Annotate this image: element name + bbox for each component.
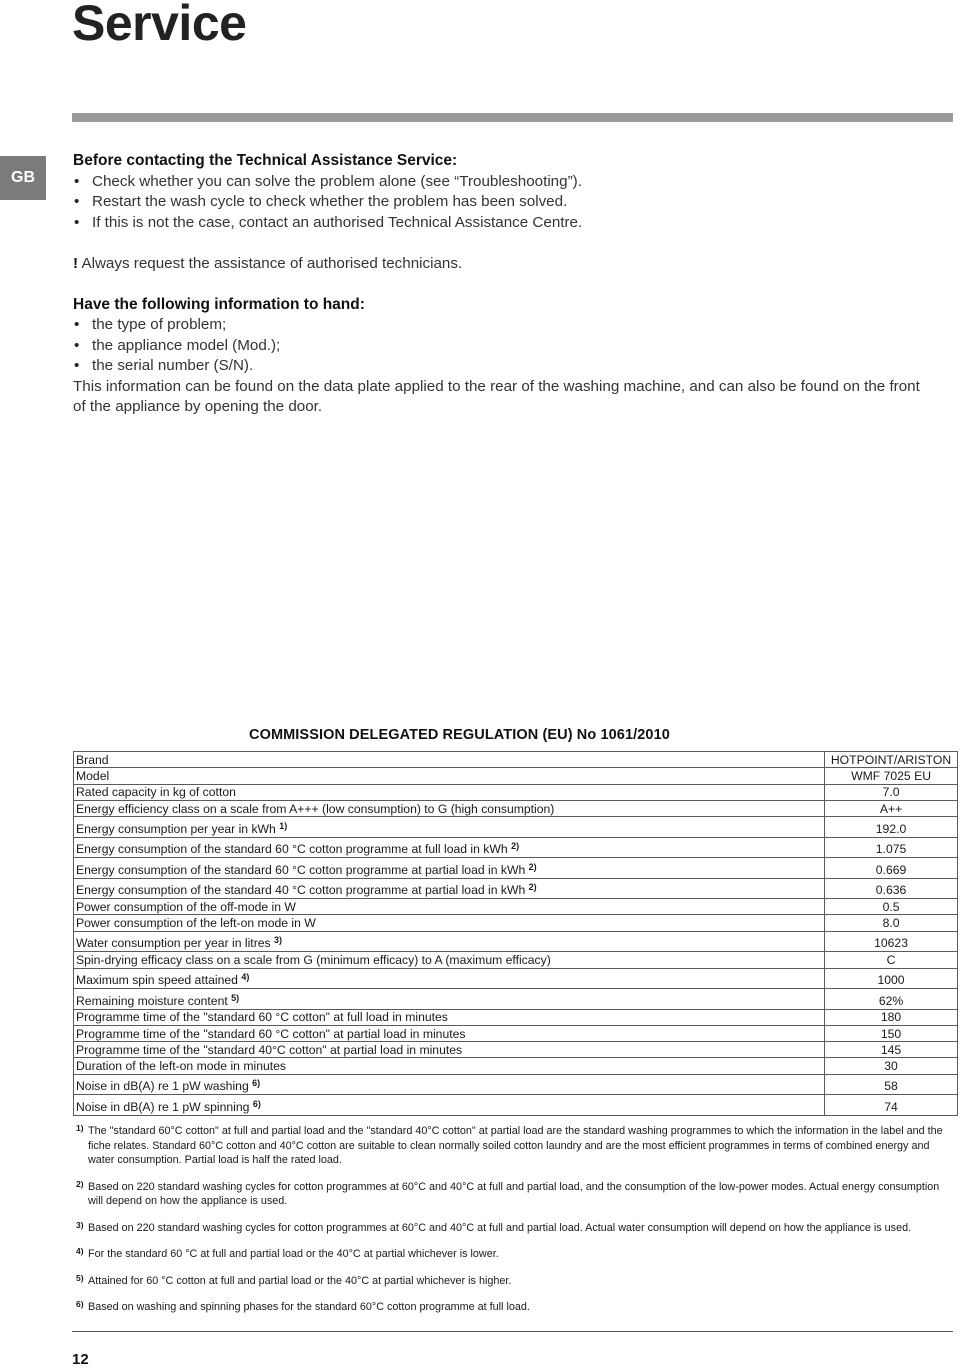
footnote-mark: 5) — [76, 1272, 84, 1283]
footnote-text: Based on 220 standard washing cycles for cotton programmes at 60°C and 40°C at full and partial load, and the consumption of the low-power modes. Actual energy consumption will depend on how the appliance is used. — [88, 1180, 940, 1207]
table-row — [74, 931, 958, 952]
table-row — [74, 1042, 958, 1058]
row-label: Power consumption of the left-on mode in W — [74, 915, 825, 931]
table-row — [74, 768, 958, 784]
row-value: 0.5 — [825, 899, 958, 915]
table-row — [74, 817, 958, 838]
row-value: 62% — [825, 989, 958, 1010]
row-label: Energy consumption per year in kWh $^{1)}$ — [74, 817, 825, 838]
row-value: 1000 — [825, 968, 958, 989]
footnote — [76, 1124, 956, 1168]
page-number: 12 — [72, 1351, 89, 1368]
title-divider — [72, 113, 953, 122]
footnote — [76, 1247, 956, 1262]
before-heading: Before contacting the Technical Assistance Service: — [73, 152, 458, 169]
footnote-mark: 1) — [76, 1123, 84, 1133]
footnote-text: Attained for 60 °C cotton at full and partial load or the 40°C at partial whichever is higher. — [88, 1274, 512, 1287]
list-item: • the serial number (S/N). — [73, 356, 933, 377]
row-value: C — [825, 952, 958, 968]
row-value: 7.0 — [825, 784, 958, 800]
service-content — [73, 151, 933, 418]
row-label: Brand — [74, 752, 825, 768]
list-item: • Check whether you can solve the problem alone (see “Troubleshooting”). — [73, 172, 933, 193]
table-row — [74, 800, 958, 816]
row-label: Programme time of the "standard 60 °C cotton" at partial load in minutes — [74, 1025, 825, 1041]
row-label: Noise in dB(A) re 1 pW spinning $^{6)}$ — [74, 1095, 825, 1116]
row-label: Water consumption per year in litres $^{3)}$ — [74, 931, 825, 952]
row-label: Programme time of the "standard 40°C cotton" at partial load in minutes — [74, 1042, 825, 1058]
list-item: • the appliance model (Mod.); — [73, 336, 933, 357]
footnote — [76, 1221, 956, 1236]
footnote-ref: 5) — [231, 992, 240, 1003]
table-row — [74, 858, 958, 879]
footnote — [76, 1300, 956, 1315]
row-value: 0.669 — [825, 858, 958, 879]
row-value: 58 — [825, 1074, 958, 1095]
table-row — [74, 952, 958, 968]
row-label: Maximum spin speed attained $^{4)}$ — [74, 968, 825, 989]
row-value: HOTPOINT/ARISTON — [825, 752, 958, 768]
table-row — [74, 752, 958, 768]
row-label: Remaining moisture content $^{5)}$ — [74, 989, 825, 1010]
row-label: Rated capacity in kg of cotton — [74, 784, 825, 800]
row-value: 30 — [825, 1058, 958, 1074]
footnote-ref: 3) — [274, 935, 283, 946]
regulation-table — [73, 751, 958, 1116]
row-value: A++ — [825, 800, 958, 816]
row-label: Model — [74, 768, 825, 784]
warning-text: Always request the assistance of authorised technicians. — [78, 254, 463, 272]
footnote-mark: 2) — [76, 1178, 84, 1189]
row-label: Noise in dB(A) re 1 pW washing $^{6)}$ — [74, 1074, 825, 1095]
row-value: 10623 — [825, 931, 958, 952]
footnotes — [76, 1124, 956, 1327]
row-value: 1.075 — [825, 837, 958, 858]
before-list — [73, 172, 933, 234]
table-row — [74, 989, 958, 1010]
row-label: Energy consumption of the standard 60 °C cotton programme at partial load in kWh $^{2)}$ — [74, 858, 825, 879]
row-value: WMF 7025 EU — [825, 768, 958, 784]
row-label: Energy consumption of the standard 60 °C cotton programme at full load in kWh $^{2)}$ — [74, 837, 825, 858]
row-label: Spin-drying efficacy class on a scale from G (minimum efficacy) to A (maximum efficacy) — [74, 952, 825, 968]
footnote-ref: 6) — [252, 1078, 261, 1089]
table-row — [74, 1095, 958, 1116]
footnote-mark: 3) — [76, 1219, 84, 1230]
footer-divider — [72, 1331, 953, 1332]
table-row — [74, 784, 958, 800]
footnote-mark: 4) — [76, 1246, 84, 1256]
table-row — [74, 1025, 958, 1041]
footnote-ref: 2) — [528, 861, 537, 872]
footnote-text: For the standard 60 °C at full and partial load or the 40°C at partial whichever is lower. — [88, 1248, 499, 1260]
language-tab: GB — [0, 156, 46, 200]
table-row — [74, 968, 958, 989]
footnote — [76, 1180, 956, 1209]
table-row — [74, 899, 958, 915]
footnote-text: Based on 220 standard washing cycles for cotton programmes at 60°C and 40°C at full and partial load. Actual water consumption will depend on how the appliance is used. — [88, 1221, 912, 1234]
info-heading: Have the following information to hand: — [73, 295, 365, 313]
table-row — [74, 915, 958, 931]
footnote-ref: 2) — [528, 882, 537, 893]
row-value: 145 — [825, 1042, 958, 1058]
footnote-ref: 2) — [511, 841, 520, 852]
warning-mark: ! — [73, 254, 79, 272]
row-label: Energy consumption of the standard 40 °C cotton programme at partial load in kWh $^{2)}$ — [74, 878, 825, 899]
page-title: Service — [72, 0, 247, 51]
info-paragraph: This information can be found on the data plate applied to the rear of the washing machine, and can also be found on the front of the appliance by opening the door. — [73, 377, 920, 415]
footnote-ref: 6) — [252, 1098, 261, 1109]
table-row — [74, 878, 958, 899]
row-value: 150 — [825, 1025, 958, 1041]
row-value: 180 — [825, 1009, 958, 1025]
row-value: 8.0 — [825, 915, 958, 931]
footnote-text: Based on washing and spinning phases for the standard 60°C cotton programme at full load. — [88, 1301, 530, 1313]
row-label: Duration of the left-on mode in minutes — [74, 1058, 825, 1074]
warning-note — [73, 254, 933, 275]
row-value: 192.0 — [825, 817, 958, 838]
row-label: Energy efficiency class on a scale from A+++ (low consumption) to G (high consumption) — [74, 800, 825, 816]
table-row — [74, 1009, 958, 1025]
footnote-text: The "standard 60°C cotton" at full and partial load and the "standard 40°C cotton" at partial load are the standard washing programmes to which the information in the label and the fiche relates. Standard 60°C cotton and 40°C cotton are suitable to clean normally soiled cotton laundry and are the most efficient programmes in terms of combined energy and water consumption. Partial load is half the rated load. — [88, 1125, 943, 1166]
footnote-mark: 6) — [76, 1299, 84, 1309]
table-row — [74, 1074, 958, 1095]
footnote — [76, 1274, 956, 1289]
table-row — [74, 1058, 958, 1074]
info-list — [73, 315, 933, 377]
footnote-ref: 4) — [241, 972, 250, 983]
list-item: • Restart the wash cycle to check whether the problem has been solved. — [73, 192, 933, 213]
footnote-ref: 1) — [279, 820, 288, 831]
row-value: 0.636 — [825, 878, 958, 899]
list-item: • the type of problem; — [73, 315, 933, 336]
row-label: Power consumption of the off-mode in W — [74, 899, 825, 915]
row-label: Programme time of the "standard 60 °C cotton" at full load in minutes — [74, 1009, 825, 1025]
table-row — [74, 837, 958, 858]
list-item: • If this is not the case, contact an authorised Technical Assistance Centre. — [73, 213, 933, 234]
row-value: 74 — [825, 1095, 958, 1116]
regulation-title: COMMISSION DELEGATED REGULATION (EU) No 1061/2010 — [249, 727, 670, 743]
